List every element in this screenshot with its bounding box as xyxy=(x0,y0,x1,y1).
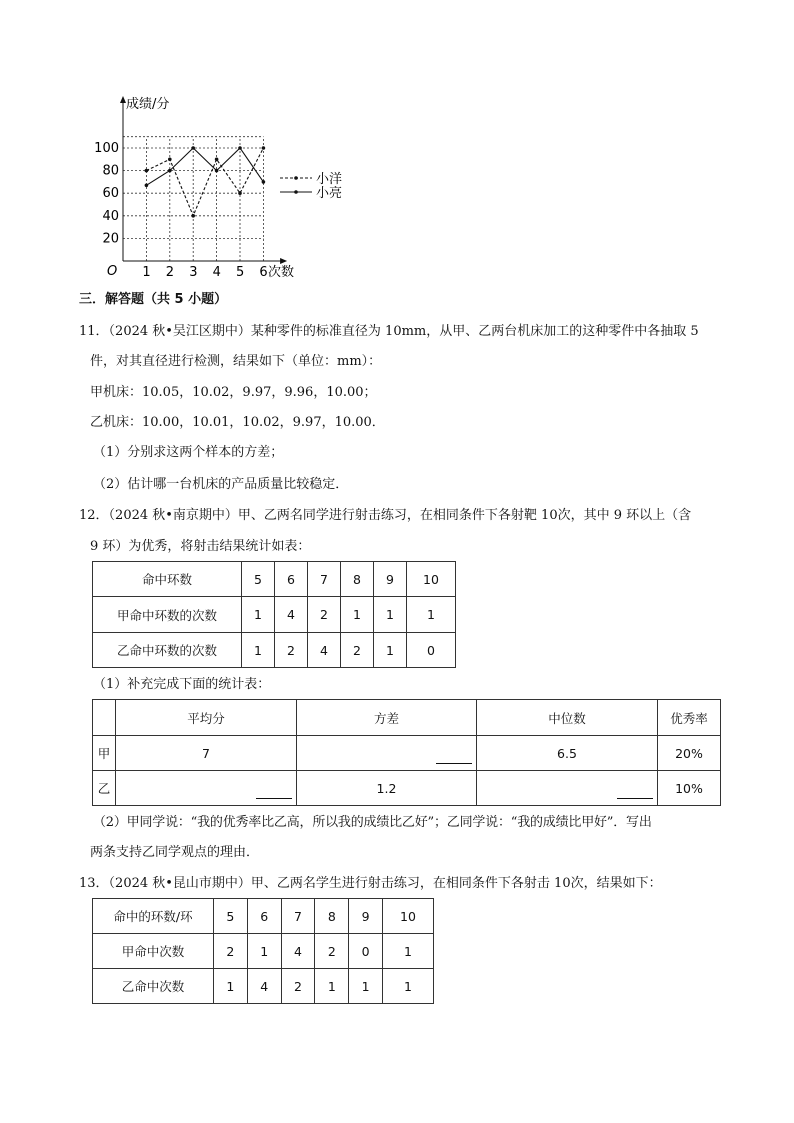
table-cell: 1 xyxy=(341,597,374,633)
table-cell: 1 xyxy=(374,597,407,633)
y-tick-label: 80 xyxy=(102,163,119,179)
table-cell: 甲命中环数的次数 xyxy=(93,597,242,633)
x-tick-label: 1 xyxy=(142,265,151,280)
answer-blank-cell[interactable] xyxy=(477,771,658,806)
table-cell: 4 xyxy=(275,597,308,633)
data-point xyxy=(145,183,149,187)
series-line-xiaoyang xyxy=(146,148,263,216)
table-cell: 5 xyxy=(214,899,248,934)
y-tick-label: 20 xyxy=(102,231,119,247)
table-cell: 1.2 xyxy=(297,771,477,806)
data-point xyxy=(191,146,195,150)
table-cell: 平均分 xyxy=(116,700,297,736)
data-point xyxy=(238,146,242,150)
table-row xyxy=(93,597,456,633)
table-row xyxy=(93,771,721,806)
table-cell: 2 xyxy=(214,934,248,969)
table-cell: 乙 xyxy=(93,771,116,806)
table-cell: 1 xyxy=(349,969,383,1004)
y-axis-label: 成绩/分 xyxy=(126,97,170,112)
table-cell: 乙命中环数的次数 xyxy=(93,633,242,668)
table-cell: 优秀率 xyxy=(658,700,721,736)
table-cell: 1 xyxy=(407,597,456,633)
x-tick-label: 5 xyxy=(236,265,245,280)
table-cell: 2 xyxy=(308,597,341,633)
table-cell: 命中的环数/环 xyxy=(93,899,214,934)
line-chart xyxy=(90,90,370,285)
table-cell: 4 xyxy=(281,934,315,969)
q12-sub2-line1: （2）甲同学说：“我的优秀率比乙高，所以我的成绩比乙好”；乙同学说：“我的成绩比甲好”．写出 xyxy=(93,815,652,830)
legend-label: 小亮 xyxy=(316,186,343,201)
chart-legend xyxy=(280,172,342,201)
data-point xyxy=(168,169,172,173)
data-point xyxy=(215,169,219,173)
table-cell: 20% xyxy=(658,736,721,771)
y-tick-label: 40 xyxy=(102,208,119,224)
table-cell: 4 xyxy=(308,633,341,668)
table-row xyxy=(93,633,456,668)
data-point xyxy=(215,158,219,162)
data-point xyxy=(238,191,242,195)
table-cell: 4 xyxy=(247,969,281,1004)
table-cell: 6 xyxy=(275,562,308,597)
data-point xyxy=(262,180,266,184)
q12-sub2-line2: 两条支持乙同学观点的理由． xyxy=(90,845,260,860)
q11-sub1: （1）分别求这两个样本的方差； xyxy=(93,445,284,460)
table-cell: 2 xyxy=(275,633,308,668)
table-cell: 0 xyxy=(349,934,383,969)
data-point xyxy=(262,146,266,150)
q11-sub2: （2）估计哪一台机床的产品质量比较稳定． xyxy=(93,477,349,492)
table-cell: 1 xyxy=(242,597,275,633)
answer-blank-cell[interactable] xyxy=(116,771,297,806)
q11-jia-data: 甲机床：10.05，10.02，9.97，9.96，10.00； xyxy=(90,385,377,400)
table-cell: 1 xyxy=(242,633,275,668)
q11-line1: 11．（2024 秋•吴江区期中）某种零件的标准直径为 10mm，从甲、乙两台机床加工的这种零件中各抽取 5 xyxy=(79,324,699,339)
q13-line1: 13．（2024 秋•昆山市期中）甲、乙两名学生进行射击练习，在相同条件下各射击 10次，结果如下： xyxy=(79,876,662,891)
table-cell: 5 xyxy=(242,562,275,597)
x-tick-label: 4 xyxy=(212,265,221,280)
x-axis-label: 次数 xyxy=(268,265,295,280)
chart-series xyxy=(145,146,266,217)
legend-label: 小洋 xyxy=(316,172,343,187)
table-cell: 9 xyxy=(374,562,407,597)
table-row xyxy=(93,934,434,969)
table-cell: 甲 xyxy=(93,736,116,771)
table-cell: 2 xyxy=(315,934,349,969)
q12-line2: 9 环）为优秀，将射击结果统计如表： xyxy=(90,539,311,554)
table-cell xyxy=(93,700,116,736)
table-row xyxy=(93,899,434,934)
data-point xyxy=(191,214,195,218)
q12-table1 xyxy=(92,561,456,668)
table-cell: 1 xyxy=(374,633,407,668)
table-row xyxy=(93,969,434,1004)
table-cell: 10 xyxy=(407,562,456,597)
table-cell: 6.5 xyxy=(477,736,658,771)
table-cell: 1 xyxy=(214,969,248,1004)
table-cell: 9 xyxy=(349,899,383,934)
table-row xyxy=(93,736,721,771)
table-cell: 1 xyxy=(383,969,434,1004)
x-tick-label: 6 xyxy=(259,265,268,280)
table-cell: 8 xyxy=(341,562,374,597)
table-cell: 1 xyxy=(383,934,434,969)
table-cell: 8 xyxy=(315,899,349,934)
x-tick-label: 3 xyxy=(189,265,198,280)
table-cell: 1 xyxy=(247,934,281,969)
series-line-xiaoliang xyxy=(146,148,263,185)
table-cell: 7 xyxy=(281,899,315,934)
table-cell: 2 xyxy=(281,969,315,1004)
table-cell: 10% xyxy=(658,771,721,806)
table-row xyxy=(93,700,721,736)
table-cell: 方差 xyxy=(297,700,477,736)
answer-blank[interactable] xyxy=(256,786,292,799)
table-cell: 7 xyxy=(308,562,341,597)
table-cell: 0 xyxy=(407,633,456,668)
origin-label: O xyxy=(107,264,118,279)
table-row xyxy=(93,562,456,597)
table-cell: 命中环数 xyxy=(93,562,242,597)
chart-grid xyxy=(123,137,263,261)
answer-blank[interactable] xyxy=(436,751,472,764)
legend-marker xyxy=(294,176,298,180)
table-cell: 中位数 xyxy=(477,700,658,736)
x-axis-arrow xyxy=(280,258,287,264)
q13-table xyxy=(92,898,434,1004)
answer-blank-cell[interactable] xyxy=(297,736,477,771)
legend-marker xyxy=(294,190,298,194)
q12-table2 xyxy=(92,699,721,806)
chart-ticks xyxy=(94,141,268,280)
table-cell: 1 xyxy=(315,969,349,1004)
y-tick-label: 60 xyxy=(102,186,119,202)
y-tick-label: 100 xyxy=(94,141,119,156)
table-cell: 6 xyxy=(247,899,281,934)
q12-sub1: （1）补充完成下面的统计表： xyxy=(93,677,271,692)
q12-line1: 12．（2024 秋•南京期中）甲、乙两名同学进行射击练习，在相同条件下各射靶 10次，其中 9 环以上（含 xyxy=(79,508,692,523)
data-point xyxy=(168,158,172,162)
q11-yi-data: 乙机床：10.00，10.01，10.02，9.97，10.00． xyxy=(90,415,385,430)
q11-line2: 件，对其直径进行检测，结果如下（单位：mm）： xyxy=(90,354,382,369)
answer-blank[interactable] xyxy=(617,786,653,799)
table-cell: 7 xyxy=(116,736,297,771)
table-cell: 10 xyxy=(383,899,434,934)
section-title: 三．解答题（共 5 小题） xyxy=(79,292,228,307)
x-tick-label: 2 xyxy=(165,265,175,280)
table-cell: 甲命中次数 xyxy=(93,934,214,969)
table-cell: 乙命中次数 xyxy=(93,969,214,1004)
data-point xyxy=(145,169,149,173)
table-cell: 2 xyxy=(341,633,374,668)
